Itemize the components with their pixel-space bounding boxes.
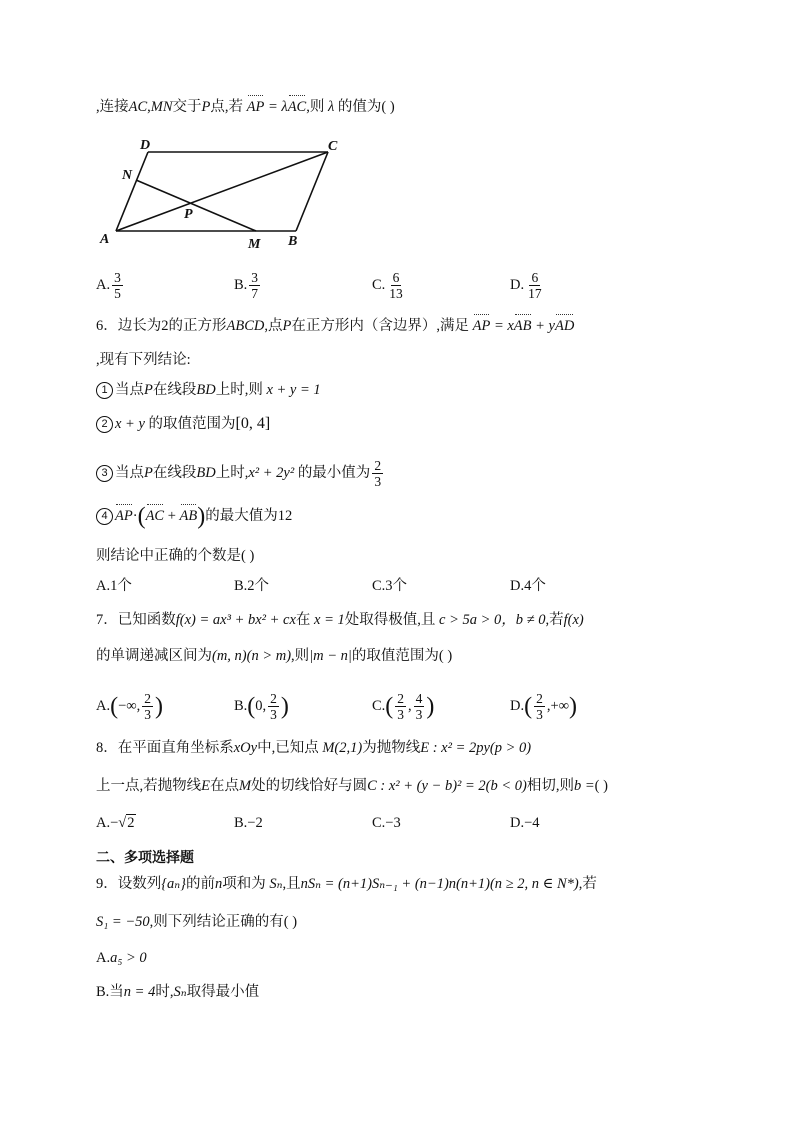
paren: ) [155, 693, 163, 720]
q6-statement-3 [96, 458, 385, 489]
q5-option-c[interactable] [372, 270, 407, 301]
math: P [282, 318, 292, 334]
numerator: 6 [392, 270, 400, 285]
math: f(x) [563, 612, 584, 628]
q5-option-a[interactable] [96, 270, 125, 301]
q8-line2 [96, 776, 608, 796]
math: (m, n)(n > m) [212, 648, 292, 664]
text: 相切,则 [526, 778, 574, 794]
edge-bc [296, 152, 328, 231]
q6-option-c[interactable]: C.3个 [372, 578, 408, 594]
circled-number: 4 [96, 508, 113, 525]
math: x + y = 1 [266, 382, 321, 398]
fraction [534, 691, 545, 722]
text: 上时, [215, 464, 249, 481]
label-b: B [288, 234, 298, 249]
text: 为抛物线 [362, 740, 421, 756]
fraction [112, 270, 123, 301]
edge-da [116, 152, 148, 231]
math: x = 1 [314, 612, 345, 628]
circled-number: 1 [96, 382, 113, 399]
math: P [144, 464, 153, 481]
text: 当点 [115, 464, 144, 481]
math-ac: AC [128, 99, 148, 115]
math: = x [493, 318, 514, 334]
paren: ) [569, 693, 577, 720]
label-c: C [328, 139, 338, 154]
text: 9．设数列 [96, 876, 162, 892]
radicand: 2 [127, 815, 135, 831]
math: 0, [255, 697, 267, 714]
text: 时, [155, 984, 174, 1000]
paren: ) [426, 693, 435, 720]
text: ,且 [282, 876, 301, 892]
q8-option-c[interactable]: C.−3 [372, 815, 401, 831]
math: x² + 2y² [248, 464, 295, 481]
fraction [249, 270, 260, 301]
math: xOy [233, 740, 258, 756]
q5-option-d[interactable] [510, 270, 546, 301]
paren: ( [137, 503, 146, 530]
label-m: M [248, 237, 261, 252]
q7-option-d[interactable] [510, 691, 577, 722]
text: ( ) [594, 778, 608, 794]
option-letter: A. [96, 276, 111, 293]
numerator: 2 [144, 691, 151, 706]
math: x + y [115, 416, 145, 432]
math: nSₙ = (n+1)Sₙ₋₁ + (n−1)n(n+1) [300, 876, 490, 892]
text: 当点 [115, 382, 144, 398]
denominator: 3 [536, 707, 543, 722]
q6-statement-2 [96, 414, 270, 434]
vector-ad: AD [555, 318, 575, 334]
paren: ) [197, 503, 206, 530]
text: 处的切线恰好与圆 [251, 778, 368, 794]
text: 取得最小值 [186, 984, 260, 1000]
q9-option-b[interactable] [96, 982, 259, 1002]
q7-option-c[interactable] [372, 691, 434, 722]
q8-option-b[interactable]: B.−2 [234, 815, 263, 831]
math: − [110, 815, 119, 831]
numerator: 3 [114, 270, 121, 285]
paren: ( [385, 693, 394, 720]
numerator: 4 [415, 691, 423, 706]
text: 的前 [185, 876, 215, 892]
math: a₅ > 0 [110, 950, 147, 966]
vector-ap: AP [246, 99, 265, 115]
text: 在正方形内（含边界）,满足 [291, 318, 469, 334]
numerator: 2 [536, 691, 543, 706]
option-letter: D. [510, 697, 525, 714]
numerator: 3 [251, 270, 259, 285]
q9-line2 [96, 912, 297, 932]
q6-line2: ,现有下列结论: [96, 352, 191, 368]
math: n [214, 876, 223, 892]
option-letter: B. [234, 276, 248, 293]
text: ,若 [545, 612, 564, 628]
q6-option-d[interactable]: D.4个 [510, 578, 546, 594]
text: 6．边长为2的正方形 [96, 318, 227, 334]
paren: ( [110, 693, 119, 720]
q7-stem [96, 610, 584, 630]
paren: ( [524, 693, 533, 720]
fraction [268, 691, 279, 722]
denominator: 5 [114, 286, 121, 301]
math: M(2,1) [322, 740, 363, 756]
text: 中,已知点 [257, 740, 319, 756]
section-heading: 二、多项选择题 [96, 850, 194, 866]
vector-ap: AP [115, 508, 133, 524]
text: ,则下列结论正确的有( ) [149, 914, 298, 930]
denominator: 3 [397, 707, 405, 722]
paren: ( [247, 693, 256, 720]
fraction [372, 458, 383, 489]
text: 上时,则 [215, 382, 263, 398]
denominator: 7 [251, 286, 259, 301]
text: B.当 [96, 984, 124, 1000]
paren: ) [280, 693, 289, 720]
fraction [526, 270, 544, 301]
numerator: 6 [531, 270, 539, 285]
text: 的值为( ) [337, 99, 395, 115]
option-letter: A. [96, 950, 111, 966]
circled-number: 2 [96, 416, 113, 433]
text: , [147, 99, 151, 115]
denominator: 13 [389, 286, 403, 301]
q6-statement-1 [96, 380, 321, 400]
diagonal-ac [116, 152, 328, 231]
q7-option-a[interactable] [96, 691, 163, 722]
q6-statement-4 [96, 503, 293, 530]
math: ,+∞ [546, 697, 569, 714]
q9-stem [96, 874, 597, 894]
text: 在线段 [152, 464, 197, 481]
q5-option-b[interactable] [234, 270, 262, 301]
q6-option-b[interactable]: B.2个 [234, 578, 270, 594]
text: 8．在平面直角坐标系 [96, 740, 234, 756]
fraction [414, 691, 425, 722]
numerator: 2 [270, 691, 277, 706]
text: 处取得极值,且 [344, 612, 436, 628]
text: 的最大值为12 [205, 508, 293, 524]
intro-line [96, 97, 395, 117]
sqrt-sign: √ [118, 815, 127, 831]
text: 在线段 [152, 382, 197, 398]
text: 在点 [209, 778, 239, 794]
text: 的最小值为 [297, 464, 371, 481]
math: + [167, 508, 176, 524]
q8-option-a[interactable] [96, 813, 136, 833]
fraction [387, 270, 405, 301]
math: −∞, [118, 697, 141, 714]
math: |m − n| [309, 648, 352, 664]
math: S₁ = −50 [96, 914, 150, 930]
denominator: 3 [144, 707, 151, 722]
label-a: A [100, 232, 110, 247]
fraction [395, 691, 406, 722]
label-d: D [140, 138, 151, 153]
option-letter: B. [234, 697, 248, 714]
text: 7．已知函数 [96, 612, 176, 628]
q8-stem [96, 738, 531, 758]
math: b = [573, 778, 595, 794]
math: · [132, 508, 138, 524]
text: 上一点,若抛物线 [96, 778, 202, 794]
math-p: P [201, 99, 211, 115]
text: 交于 [172, 99, 202, 115]
math-mn: MN [150, 99, 173, 115]
option-letter: D. [510, 276, 525, 293]
q6-ask: 则结论中正确的个数是( ) [96, 548, 255, 564]
denominator: 3 [270, 707, 277, 722]
q9-option-a[interactable] [96, 948, 147, 968]
vector-ab: AB [513, 318, 532, 334]
option-letter: C. [372, 697, 386, 714]
math: (n ≥ 2, n ∈ N*) [489, 876, 579, 892]
q6-option-a[interactable]: A.1个 [96, 578, 132, 594]
vector-ac: AC [145, 508, 165, 524]
math: {aₙ} [161, 876, 186, 892]
numerator: 2 [374, 458, 382, 473]
text: 在 [295, 612, 311, 628]
circled-number: 3 [96, 465, 113, 482]
q8-option-d[interactable]: D.−4 [510, 815, 540, 831]
text: 项和为 [222, 876, 266, 892]
numerator: 2 [397, 691, 405, 706]
math: BD [196, 464, 216, 481]
text: ,点 [264, 318, 283, 334]
option-letter: C. [372, 276, 386, 293]
math: Sₙ [269, 876, 283, 892]
text: 的单调递减区间为 [96, 648, 212, 664]
math: E [201, 778, 210, 794]
math: M [238, 778, 252, 794]
math: f(x) = ax³ + bx² + cx [175, 612, 296, 628]
parallelogram-figure [96, 132, 356, 252]
math: + y [535, 318, 555, 334]
denominator: 3 [415, 707, 423, 722]
text: 点,若 [210, 99, 244, 115]
text: ,连接 [96, 99, 129, 115]
option-letter: A. [96, 697, 111, 714]
math: E : x² = 2py(p > 0) [420, 740, 532, 756]
math: C : x² + (y − b)² = 2(b < 0) [367, 778, 527, 794]
q6-stem [96, 316, 574, 336]
math: n = 4 [123, 984, 156, 1000]
q7-option-b[interactable] [234, 691, 289, 722]
math: c > 5a > 0，b ≠ 0 [439, 612, 546, 628]
text: 的取值范围为( ) [351, 648, 453, 664]
math: ABCD [226, 318, 265, 334]
segment-mn [136, 180, 256, 231]
label-p: P [184, 207, 193, 222]
math: Sₙ [173, 984, 187, 1000]
math: BD [196, 382, 216, 398]
math-eq: = λ [267, 99, 288, 115]
math-range: [0, 4] [235, 415, 271, 432]
denominator: 3 [374, 474, 382, 489]
text: ,若 [578, 876, 597, 892]
math: , [408, 697, 412, 714]
option-letter: A. [96, 815, 111, 831]
math: P [144, 382, 153, 398]
text: ,则 [306, 99, 325, 115]
text: ,则 [291, 648, 310, 664]
text: 的取值范围为 [148, 416, 236, 432]
fraction [142, 691, 153, 722]
vector-ab: AB [179, 508, 198, 524]
q7-line2 [96, 646, 452, 666]
denominator: 17 [528, 286, 542, 301]
label-n: N [122, 168, 133, 183]
math-lambda: λ [327, 99, 335, 115]
vector-ap: AP [472, 318, 491, 334]
vector-ac: AC [287, 99, 307, 115]
